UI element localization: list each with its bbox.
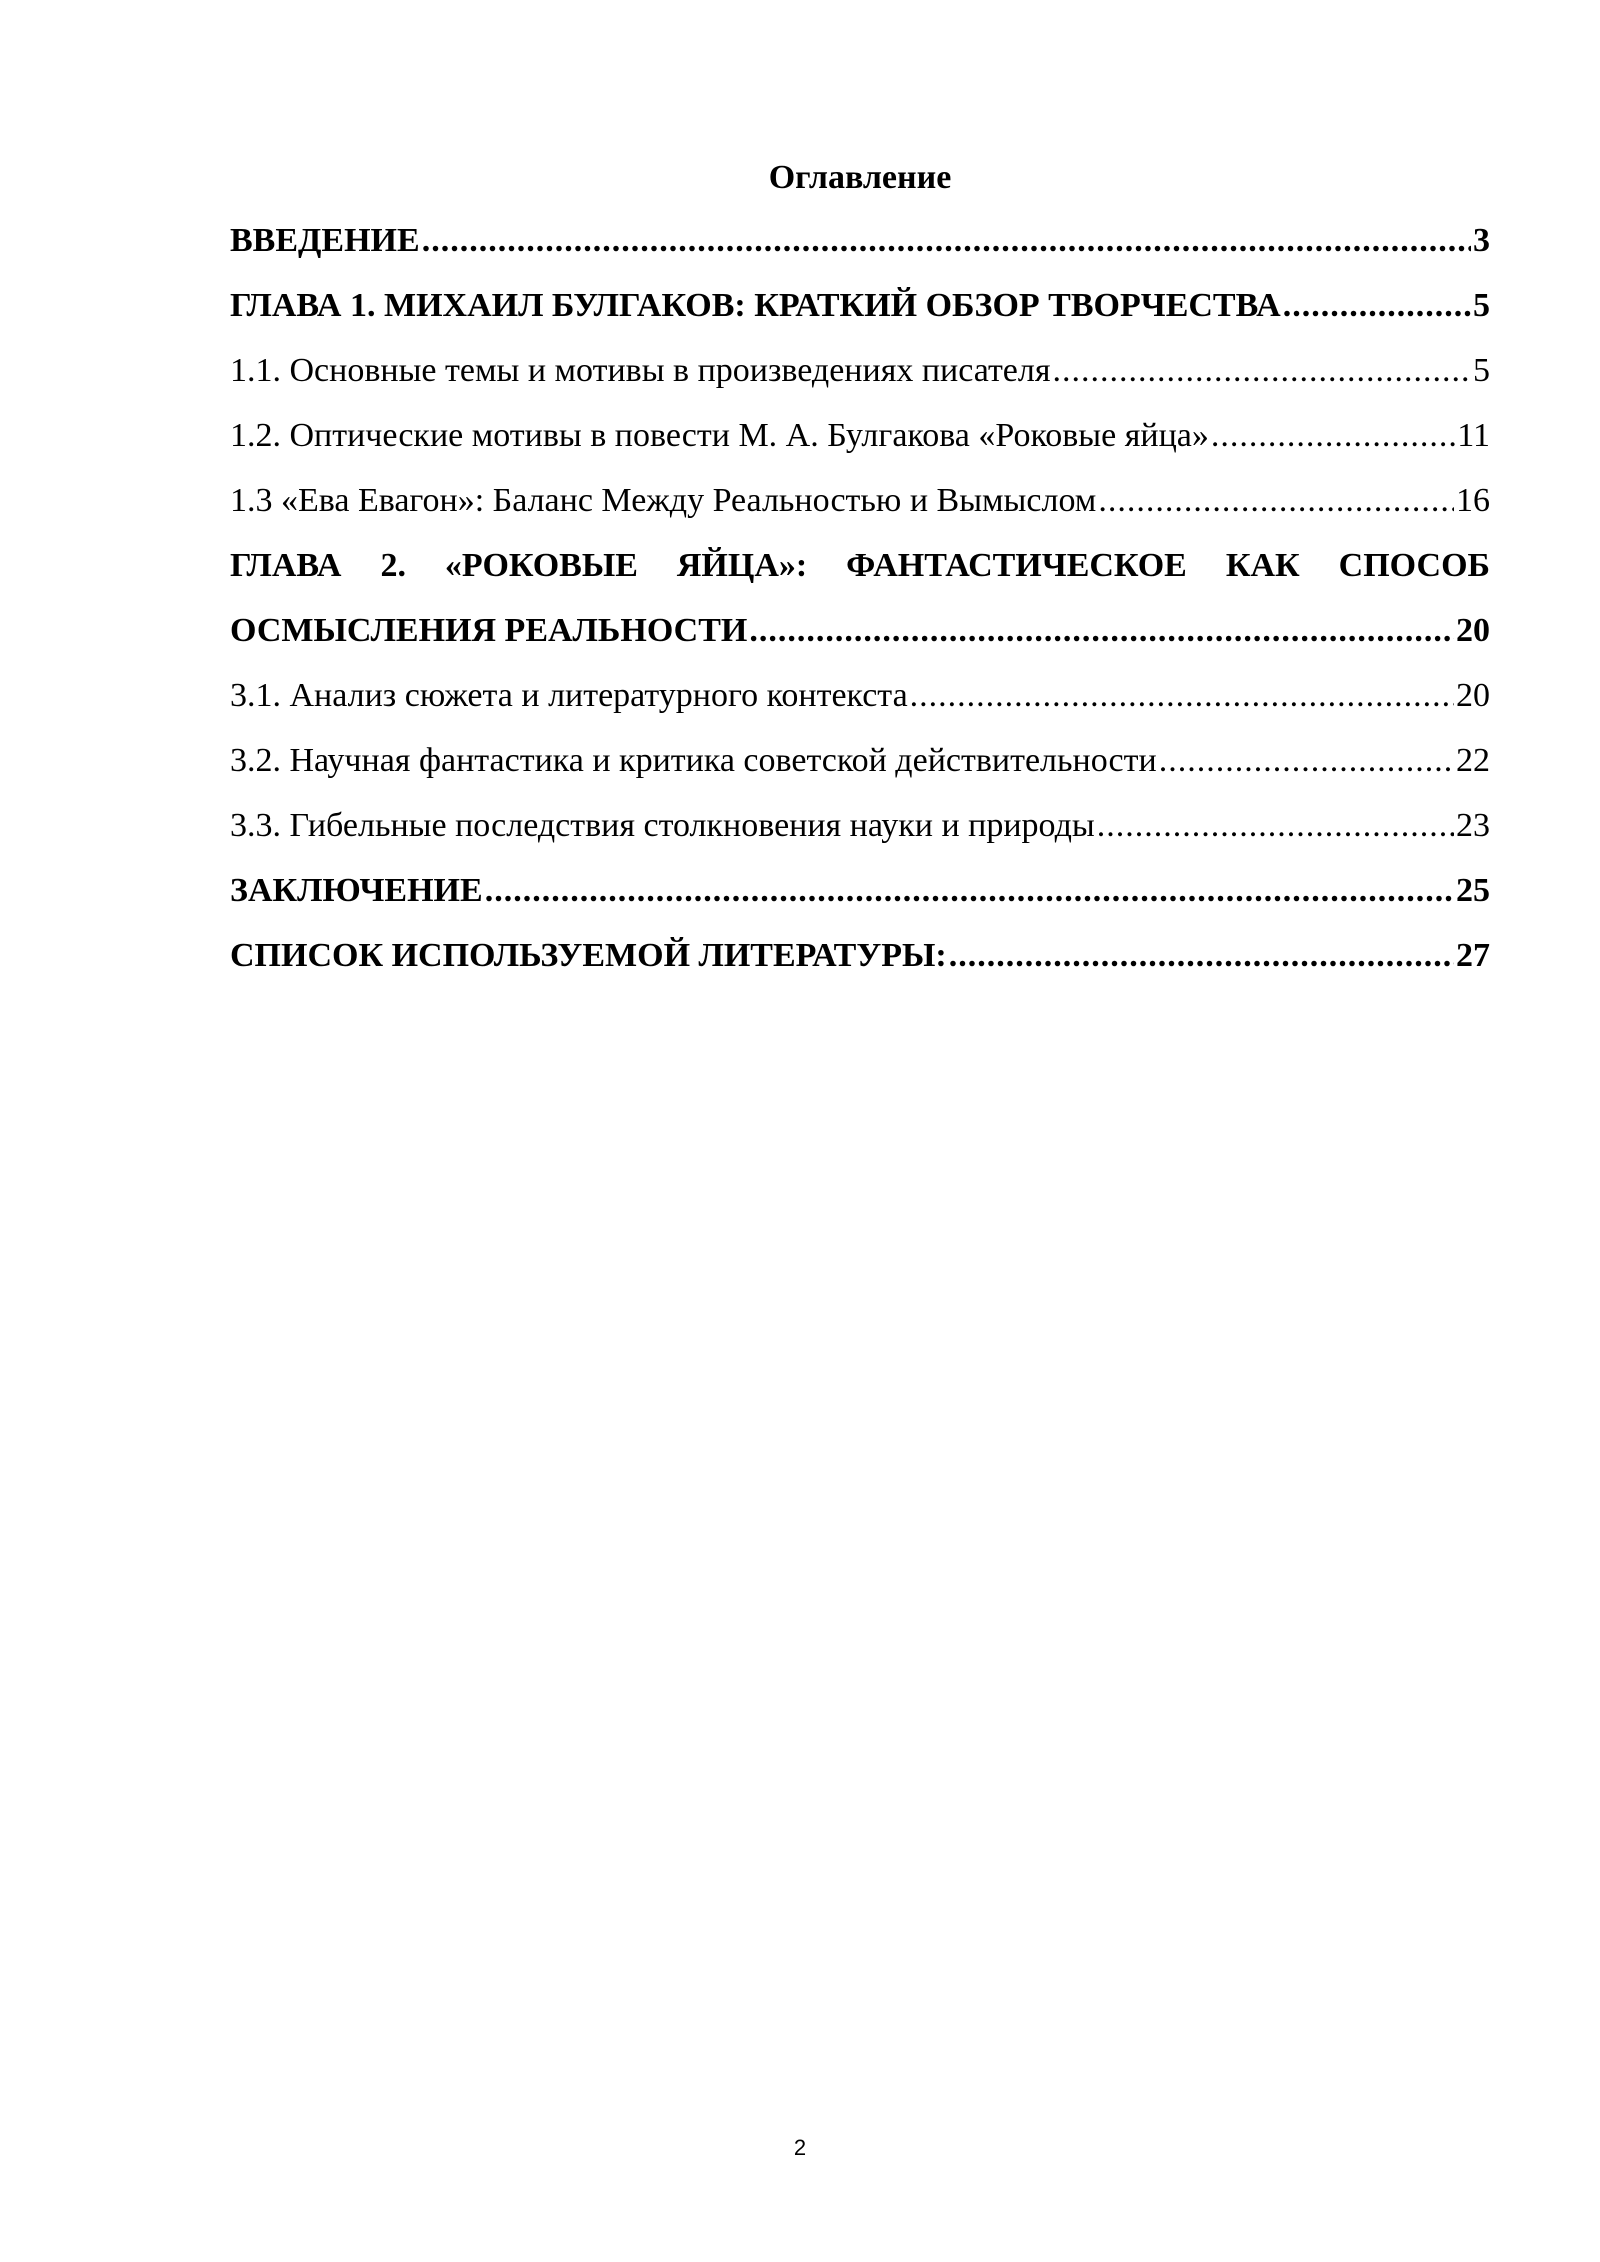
toc-entry-label: 3.1. Анализ сюжета и литературного контекста	[230, 677, 908, 714]
toc-entry-label: 3.3. Гибельные последствия столкновения науки и природы	[230, 807, 1095, 844]
toc-entry-page: 5	[1473, 287, 1490, 324]
toc-leader-dots	[949, 923, 1454, 988]
toc-entry-page: 25	[1456, 872, 1490, 909]
toc-entry-label-line1: ГЛАВА 2. «РОКОВЫЕ ЯЙЦА»: ФАНТАСТИЧЕСКОЕ КАК СПОСОБ	[230, 547, 1490, 584]
toc-entry-label: ГЛАВА 1. МИХАИЛ БУЛГАКОВ: КРАТКИЙ ОБЗОР ТВОРЧЕСТВА	[230, 287, 1281, 324]
table-of-contents	[230, 148, 1490, 988]
toc-entry-label: 1.3 «Ева Евагон»: Баланс Между Реальностью и Вымыслом	[230, 482, 1097, 519]
toc-entry-page: 3	[1473, 222, 1490, 259]
toc-leader-dots	[485, 858, 1454, 923]
toc-entry-label-line2: ОСМЫСЛЕНИЯ РЕАЛЬНОСТИ	[230, 612, 748, 649]
toc-entry-conclusion[interactable]	[230, 858, 1490, 923]
toc-entry-page: 27	[1456, 937, 1490, 974]
toc-entry-label: 1.1. Основные темы и мотивы в произведениях писателя	[230, 352, 1051, 389]
toc-entry-page: 20	[1456, 612, 1490, 649]
toc-entry-section-3-3[interactable]	[230, 793, 1490, 858]
toc-entry-page: 20	[1456, 677, 1490, 714]
page-number: 2	[793, 2135, 807, 2160]
toc-entry-chapter-1[interactable]	[230, 273, 1490, 338]
toc-leader-dots	[1097, 793, 1454, 858]
toc-entry-page: 5	[1473, 352, 1490, 389]
toc-leader-dots	[910, 663, 1454, 728]
toc-entry-introduction[interactable]	[230, 208, 1490, 273]
toc-entry-chapter-2[interactable]	[230, 533, 1490, 663]
toc-leader-dots	[1053, 338, 1472, 403]
toc-entry-label: ЗАКЛЮЧЕНИЕ	[230, 872, 483, 909]
toc-entry-page: 23	[1456, 807, 1490, 844]
toc-entry-section-1-3[interactable]	[230, 468, 1490, 533]
toc-entry-references[interactable]	[230, 923, 1490, 988]
toc-entry-section-1-2[interactable]	[230, 403, 1490, 468]
toc-entry-page: 11	[1457, 417, 1490, 454]
toc-entry-section-1-1[interactable]	[230, 338, 1490, 403]
toc-entry-section-3-2[interactable]	[230, 728, 1490, 793]
toc-leader-dots	[422, 208, 1471, 273]
toc-leader-dots	[1211, 403, 1455, 468]
toc-leader-dots	[1098, 468, 1454, 533]
toc-entry-label: 3.2. Научная фантастика и критика советской действительности	[230, 742, 1157, 779]
toc-entry-section-3-1[interactable]	[230, 663, 1490, 728]
toc-entry-line2	[230, 598, 1490, 663]
toc-entry-page: 22	[1456, 742, 1490, 779]
toc-entry-label: ВВЕДЕНИЕ	[230, 222, 420, 259]
toc-entry-label: 1.2. Оптические мотивы в повести М. А. Булгакова «Роковые яйца»	[230, 417, 1209, 454]
toc-title: Оглавление	[768, 159, 952, 196]
toc-entry-label: СПИСОК ИСПОЛЬЗУЕМОЙ ЛИТЕРАТУРЫ:	[230, 937, 947, 974]
toc-leader-dots	[1283, 273, 1471, 338]
toc-leader-dots	[1159, 728, 1454, 793]
toc-leader-dots	[749, 598, 1454, 663]
toc-entry-page: 16	[1456, 482, 1490, 519]
